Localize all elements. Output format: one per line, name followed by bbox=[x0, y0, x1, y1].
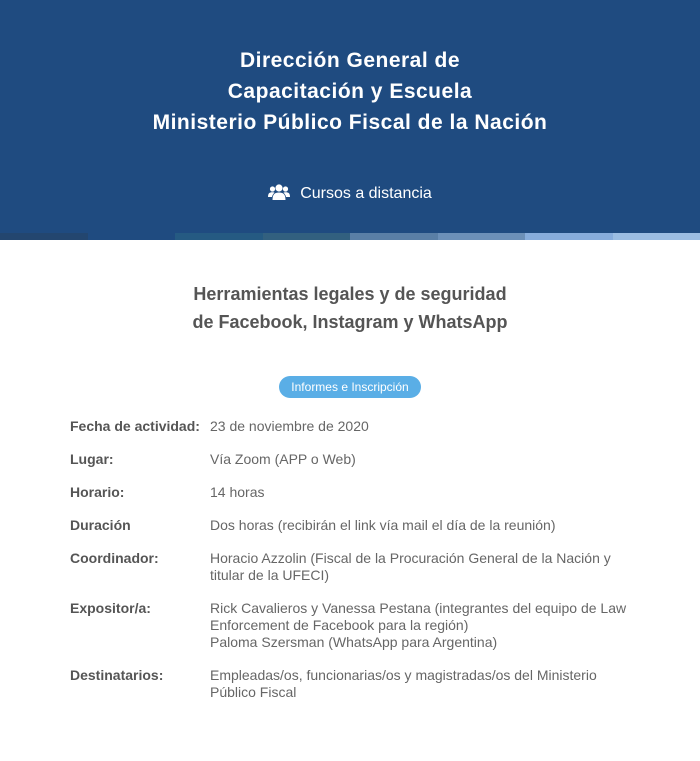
detail-label: Lugar: bbox=[70, 451, 114, 467]
detail-value-line: Vía Zoom (APP o Web) bbox=[210, 451, 356, 467]
course-title-line: Herramientas legales y de seguridad bbox=[193, 284, 507, 304]
detail-row bbox=[68, 451, 638, 484]
stripe-segment bbox=[438, 233, 526, 240]
users-icon bbox=[268, 183, 290, 200]
detail-label: Destinatarios: bbox=[70, 667, 164, 683]
course-title bbox=[0, 280, 700, 336]
detail-value bbox=[210, 451, 638, 484]
color-stripe bbox=[0, 233, 700, 240]
stripe-segment bbox=[88, 233, 176, 240]
header-banner bbox=[0, 0, 700, 240]
detail-value bbox=[210, 484, 638, 517]
details-table bbox=[68, 418, 638, 717]
subtitle-text: Cursos a distancia bbox=[300, 185, 432, 202]
stripe-segment bbox=[525, 233, 613, 240]
detail-row bbox=[68, 418, 638, 451]
header-subtitle bbox=[0, 183, 700, 203]
course-title-line: de Facebook, Instagram y WhatsApp bbox=[192, 312, 508, 332]
detail-value-line: Horacio Azzolin (Fiscal de la Procuración General de la Nación y titular de la UFECI) bbox=[210, 550, 611, 583]
detail-value bbox=[210, 418, 638, 451]
stripe-segment bbox=[0, 233, 88, 240]
header-title bbox=[0, 45, 700, 138]
header-title-line: Capacitación y Escuela bbox=[227, 80, 473, 103]
detail-row bbox=[68, 517, 638, 550]
detail-label: Expositor/a: bbox=[70, 600, 151, 616]
detail-value-line: Empleadas/os, funcionarias/os y magistradas/os del Ministerio Público Fiscal bbox=[210, 667, 597, 700]
detail-value-line: 23 de noviembre de 2020 bbox=[210, 418, 369, 434]
detail-row bbox=[68, 550, 638, 600]
header-title-line: Ministerio Público Fiscal de la Nación bbox=[152, 111, 548, 134]
detail-value bbox=[210, 667, 638, 717]
detail-row bbox=[68, 667, 638, 717]
detail-value bbox=[210, 600, 638, 667]
detail-value-line: 14 horas bbox=[210, 484, 265, 500]
detail-label: Coordinador: bbox=[70, 550, 159, 566]
detail-label: Horario: bbox=[70, 484, 125, 500]
detail-value bbox=[210, 517, 638, 550]
detail-label: Duración bbox=[70, 517, 131, 533]
detail-row bbox=[68, 600, 638, 667]
detail-value-line: Dos horas (recibirán el link vía mail el día de la reunión) bbox=[210, 517, 556, 533]
detail-value bbox=[210, 550, 638, 600]
stripe-segment bbox=[175, 233, 263, 240]
stripe-segment bbox=[263, 233, 351, 240]
detail-label: Fecha de actividad: bbox=[70, 418, 200, 434]
detail-row bbox=[68, 484, 638, 517]
stripe-segment bbox=[613, 233, 700, 240]
header-title-line: Dirección General de bbox=[239, 49, 461, 72]
informes-inscripcion-button[interactable]: Informes e Inscripción bbox=[279, 376, 420, 398]
detail-value-line: Rick Cavalieros y Vanessa Pestana (integrantes del equipo de Law Enforcement de Facebook para la región) bbox=[210, 600, 627, 633]
detail-value-line: Paloma Szersman (WhatsApp para Argentina) bbox=[210, 634, 498, 650]
stripe-segment bbox=[350, 233, 438, 240]
